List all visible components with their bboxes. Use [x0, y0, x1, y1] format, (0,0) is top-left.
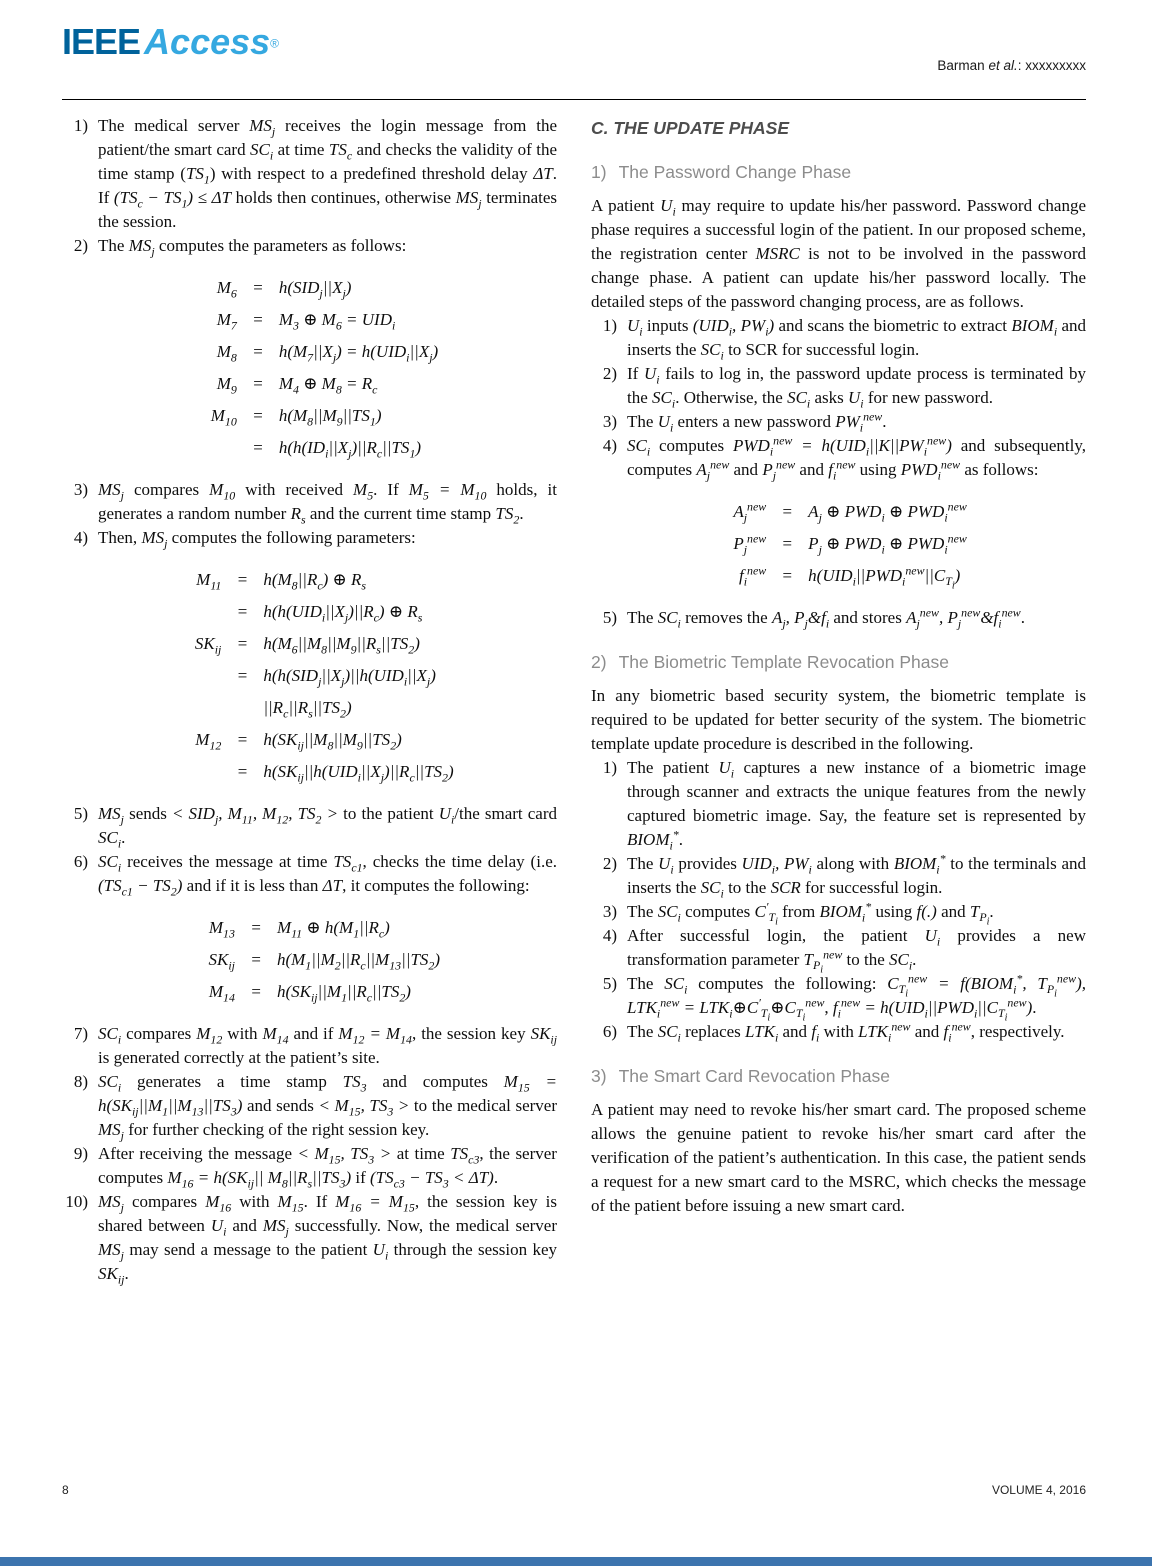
equation-lhs: $M_{10}$ [210, 406, 237, 429]
equation-block [165, 564, 453, 788]
list-item-text: The $SC_i$ removes the $A_j$, $P_j\&f_i$ and stores $A_j^{new}$, $P_j^{new}\&f_i^{new}$. [627, 605, 1025, 631]
equation-row [181, 400, 438, 432]
subsection-heading: 2) The Biometric Template Revocation Phase [591, 652, 949, 672]
list-item-number: 1) [602, 316, 617, 335]
equation-row [181, 432, 438, 464]
list-item-number: 3) [602, 412, 617, 431]
equation-lhs [165, 756, 221, 788]
list-item-number: 9) [73, 1144, 88, 1163]
equation-lhs: $P_j^{new}$ [733, 531, 767, 557]
equation-relation: = [236, 762, 249, 781]
equation-relation: = [236, 570, 249, 589]
page-number: 8 [62, 1483, 69, 1497]
list-item-text: If $U_i$ fails to log in, the password update process is terminated by the $SC_i$. Otherwise, the $SC_i$ asks $U_i$ for new password. [627, 364, 1086, 411]
subsection-heading: 3) The Smart Card Revocation Phase [591, 1066, 890, 1086]
list-item [591, 971, 1086, 1024]
list-item-number: 2) [73, 236, 88, 255]
equation-row [165, 596, 453, 628]
paragraph: A patient $U_i$ may require to update his/her password. Password change phase requires a successful login of the patient. In our proposed scheme, the registration center MSRC is not to be involved in the password change phase. A patient can update his/her password locally. The detailed steps of the password changing process, are as follows. [591, 196, 1086, 311]
equation-lhs [181, 432, 237, 464]
equation-row [179, 944, 440, 976]
list-item [62, 1190, 557, 1286]
list-item [62, 114, 557, 234]
ieee-access-logo [62, 21, 279, 62]
equation-rhs: $h(M_7||X_j) = h(UID_i||X_j)$ [278, 342, 439, 365]
list-item [62, 850, 557, 898]
equation-lhs [165, 660, 221, 692]
equation-row [181, 304, 438, 336]
page-header [62, 21, 1086, 102]
equation-lhs: $M_9$ [216, 374, 237, 397]
equation-rhs: $h(M_8||R_c)$ ⊕ $R_s$ [263, 570, 367, 593]
list-item [62, 1022, 557, 1070]
list-item [62, 802, 557, 850]
equation-row [181, 368, 438, 400]
equation-block [710, 496, 967, 592]
list-item-text: After successful login, the patient $U_i$ provides a new transformation parameter $T_{P_i}^{new}$ to the $SC_i$. [627, 926, 1086, 976]
equation-rhs: $h(SK_{ij}||h(UID_i||X_j)||R_c||TS_2)$ [263, 762, 454, 785]
list-item [591, 756, 1086, 852]
list-item-number: 7) [73, 1024, 88, 1043]
list-item [591, 924, 1086, 976]
equation-rhs: $||R_c||R_s||TS_2$) [263, 698, 352, 721]
list-item [591, 899, 1086, 928]
equation-row [165, 564, 453, 596]
list-item-text: $MS_j$ compares $M_{16}$ with $M_{15}$. If $M_{16} = M_{15}$, the session key is shared between $U_i$ and $MS_j$ successfully. Now, the medical server $MS_j$ may send a message to the patient $U_i$ through the session key $SK_{ij}$. [98, 1192, 558, 1287]
list-item-text: The $U_i$ enters a new password $PW_i^{new}$. [627, 409, 887, 435]
equation-lhs: $SK_{ij}$ [194, 634, 222, 657]
list-item-text: $MS_j$ compares $M_{10}$ with received $M_5$. If $M_5 = M_{10}$ holds, it generates a random number $R_s$ and the current time stamp $TS_2$. [98, 480, 557, 527]
subsection-number: 3) [591, 1066, 607, 1086]
list-item-number: 1) [73, 116, 88, 135]
equation-lhs: $SK_{ij}$ [208, 950, 235, 973]
equation-row [165, 628, 453, 660]
equation-row [165, 724, 453, 756]
header-divider [62, 99, 1086, 100]
equation-row [179, 912, 440, 944]
running-head: Barman et al.: xxxxxxxxx [937, 58, 1086, 73]
volume-label: VOLUME 4, 2016 [991, 1483, 1086, 1497]
registered-mark-icon: ® [270, 36, 279, 51]
equation-row [710, 560, 967, 592]
list-item [591, 852, 1086, 900]
list-item [62, 478, 557, 526]
equation-block [179, 912, 440, 1008]
list-item-number: 5) [602, 608, 617, 627]
equation-rhs: $M_4$ ⊕ $M_8 = R_c$ [278, 374, 378, 397]
list-item-number: 8) [73, 1072, 88, 1091]
equation-relation: = [252, 374, 264, 393]
equation-rhs: $h(h(UID_i||X_j)||R_c)$ ⊕ $R_s$ [263, 602, 423, 625]
equation-relation: = [781, 534, 793, 553]
two-column-body [62, 114, 1086, 1286]
list-item [62, 234, 557, 258]
equation-rhs: $h(M_1||M_2||R_c||M_{13}||TS_2)$ [276, 950, 441, 973]
list-item [62, 526, 557, 550]
equation-relation [221, 692, 263, 724]
list-item [591, 1020, 1086, 1044]
equation-rhs: $h(SK_{ij}||M_8||M_9||TS_2)$ [263, 730, 402, 753]
equation-relation: = [781, 502, 793, 521]
equation-rhs: $M_3$ ⊕ $M_6 = UID_i$ [278, 310, 396, 333]
equation-lhs: $M_{12}$ [195, 730, 222, 753]
equation-lhs: $M_7$ [216, 310, 237, 333]
list-item [62, 1142, 557, 1190]
list-item-text: After receiving the message < $M_{15}$, $TS_3$ > at time $TS_{c3}$, the server computes $M_{16} = h(SK_{ij}||$ $M_8||R_s||TS_3$) if $(TS_{c3} - TS_3 < \Delta T)$. [98, 1144, 557, 1191]
bottom-blue-bar [0, 1557, 1152, 1566]
list-item [591, 434, 1086, 482]
equation-relation: = [252, 342, 264, 361]
equation-relation: = [236, 634, 249, 653]
list-item-number: 6) [602, 1022, 617, 1041]
subsection-number: 2) [591, 652, 607, 672]
equation-rhs: $h(UID_i||PWD_i^{new}||C_{T_i})$ [808, 563, 961, 592]
equation-relation: = [236, 730, 249, 749]
equation-lhs: $M_{13}$ [208, 918, 235, 941]
left-column [62, 114, 557, 1286]
equation-relation: = [252, 278, 264, 297]
logo-access-text: Access [144, 21, 271, 62]
list-item-number: 5) [73, 804, 88, 823]
equation-rhs: $h(M_8||M_9||TS_1)$ [278, 406, 382, 429]
list-item-text: The $SC_i$ computes $C'_{T_i}$ from $BIOM_i^*$ using f(.) and $T_{P_i}$. [627, 899, 994, 928]
subsection-number: 1) [591, 162, 607, 182]
list-item-text: Then, $MS_j$ computes the following parameters: [98, 528, 416, 551]
list-item [591, 314, 1086, 362]
equation-relation: = [781, 566, 793, 585]
list-item-text: The $U_i$ provides $UID_i$, $PW_i$ along with $BIOM_i^*$ to the terminals and inserts the $SC_i$ to the SCR for successful login. [627, 851, 1086, 901]
equation-rhs: $A_j$ ⊕ $PWD_i$ ⊕ $PWD_i^{new}$ [808, 499, 967, 525]
equation-rhs: $M_{11}$ ⊕ $h(M_1||R_c)$ [276, 918, 390, 941]
equation-row [710, 496, 967, 528]
list-item-text: $MS_j$ sends < $SID_j$, $M_{11}$, $M_{12}$, $TS_2$ > to the patient $U_i$/the smart card $SC_i$. [98, 804, 557, 851]
equation-lhs: $A_j^{new}$ [733, 499, 767, 525]
equation-rhs: $h(h(ID_i||X_j)||R_c||TS_1)$ [278, 438, 422, 461]
equation-relation: = [250, 950, 262, 969]
list-item-text: $SC_i$ receives the message at time $TS_{c1}$, checks the time delay (i.e. $(TS_{c1} - TS_2)$ and if it is less than ΔT, it computes the following: [98, 852, 557, 899]
equation-relation: = [252, 438, 264, 457]
equation-lhs: $M_8$ [216, 342, 237, 365]
list-item [62, 1070, 557, 1142]
equation-relation: = [236, 602, 249, 621]
equation-row [165, 660, 453, 692]
list-item-text: The $MS_j$ computes the parameters as follows: [98, 236, 407, 259]
list-item-text: The patient $U_i$ captures a new instance of a biometric image through scanner and extracts the unique features from the newly captured biometric image. Say, the feature set is represented by $BIOM_i^*$. [627, 758, 1086, 853]
equation-relation: = [252, 310, 264, 329]
equation-lhs: $f_i^{new}$ [738, 563, 767, 589]
equation-rhs: $h(M_6||M_8||M_9||R_s||TS_2)$ [263, 634, 420, 657]
logo-ieee-text: IEEE [62, 21, 141, 62]
equation-lhs [165, 692, 221, 724]
list-item [591, 606, 1086, 630]
equation-relation: = [252, 406, 264, 425]
list-item-text: $U_i$ inputs ($UID_i$, $PW_i$) and scans the biometric to extract $BIOM_i$ and inserts the $SC_i$ to SCR for successful login. [627, 316, 1087, 363]
paragraph: In any biometric based security system, the biometric template is required to be updated for better security of the system. The biometric template update procedure is described in the following. [591, 686, 1086, 753]
equation-rhs: $h(SK_{ij}||M_1||R_c||TS_2)$ [276, 982, 411, 1005]
list-item-number: 10) [65, 1192, 88, 1211]
list-item [591, 410, 1086, 434]
equation-rhs: $h(h(SID_j||X_j)||h(UID_i||X_j)$ [263, 666, 436, 689]
equation-lhs: $M_6$ [216, 278, 237, 301]
list-item [591, 362, 1086, 410]
section-heading: C. THE UPDATE PHASE [591, 118, 790, 138]
equation-lhs: $M_{14}$ [208, 982, 235, 1005]
equation-row [165, 692, 453, 724]
list-item-text: $SC_i$ computes $PWD_i^{new} = h(UID_i||K||PW_i^{new})$ and subsequently, computes $A_j^{new}$ and $P_j^{new}$ and $f_i^{new}$ using $PWD_i^{new}$ as follows: [627, 433, 1086, 483]
equation-row [165, 756, 453, 788]
list-item-number: 6) [73, 852, 88, 871]
list-item-number: 5) [602, 974, 617, 993]
equation-block [181, 272, 438, 464]
list-item-number: 2) [602, 364, 617, 383]
subsection-heading: 1) The Password Change Phase [591, 162, 852, 182]
list-item-number: 4) [602, 436, 617, 455]
list-item-number: 4) [73, 528, 88, 547]
list-item-text: $SC_i$ compares $M_{12}$ with $M_{14}$ and if $M_{12} = M_{14}$, the session key $SK_{ij}$ is generated correctly at the patient’s site. [98, 1024, 558, 1067]
equation-relation: = [250, 918, 262, 937]
list-item-number: 4) [602, 926, 617, 945]
right-column [591, 114, 1086, 1286]
equation-rhs: $h(SID_j||X_j)$ [278, 278, 352, 301]
page-footer [62, 1478, 1086, 1502]
list-item-text: $SC_i$ generates a time stamp $TS_3$ and computes $M_{15} = h(SK_{ij}||M_1||M_{13}||TS_3)$ and sends < $M_{15}$, $TS_3$ > to the medical server $MS_j$ for further checking of the right session key. [98, 1072, 557, 1143]
list-item-text: The $SC_i$ replaces $LTK_i$ and $f_i$ with $LTK_i^{new}$ and $f_i^{new}$, respectively. [627, 1019, 1065, 1045]
equation-row [181, 272, 438, 304]
list-item-number: 2) [602, 854, 617, 873]
equation-lhs [165, 596, 221, 628]
list-item-number: 3) [602, 902, 617, 921]
list-item-text: The $SC_i$ computes the following: $C_{T_i}^{new}$ = $f(BIOM_i^*$, $T_{P_i}^{new}$), $LTK_i^{new}$ = $LTK_i\oplus C'_{T_i}\oplus C_{T_i}^{new}$, $f_i^{new} = h(UID_i||PWD_i||C_{T_i}^{new})$. [627, 971, 1086, 1024]
equation-row [710, 528, 967, 560]
paragraph: A patient may need to revoke his/her smart card. The proposed scheme allows the genuine patient to revoke his/her smart card after the verification of the patient’s authentication. In this case, the patient sends a request for a new smart card to the MSRC, which checks the message of the patient before issuing a new smart card. [591, 1100, 1086, 1215]
equation-relation: = [236, 666, 249, 685]
list-item-number: 1) [602, 758, 617, 777]
equation-relation: = [250, 982, 262, 1001]
equation-lhs: $M_{11}$ [196, 570, 222, 593]
equation-rhs: $P_j$ ⊕ $PWD_i$ ⊕ $PWD_i^{new}$ [808, 531, 967, 557]
list-item-number: 3) [73, 480, 88, 499]
list-item-text: The medical server $MS_j$ receives the login message from the patient/the smart card $SC_i$ at time $TS_c$ and checks the validity of the time stamp $(TS_1)$ with respect to a predefined threshold delay ΔT. If $(TS_c - TS_1) \le \Delta T$ holds then continues, otherwise $MS_j$ terminates the session. [98, 116, 558, 231]
equation-row [179, 976, 440, 1008]
equation-row [181, 336, 438, 368]
